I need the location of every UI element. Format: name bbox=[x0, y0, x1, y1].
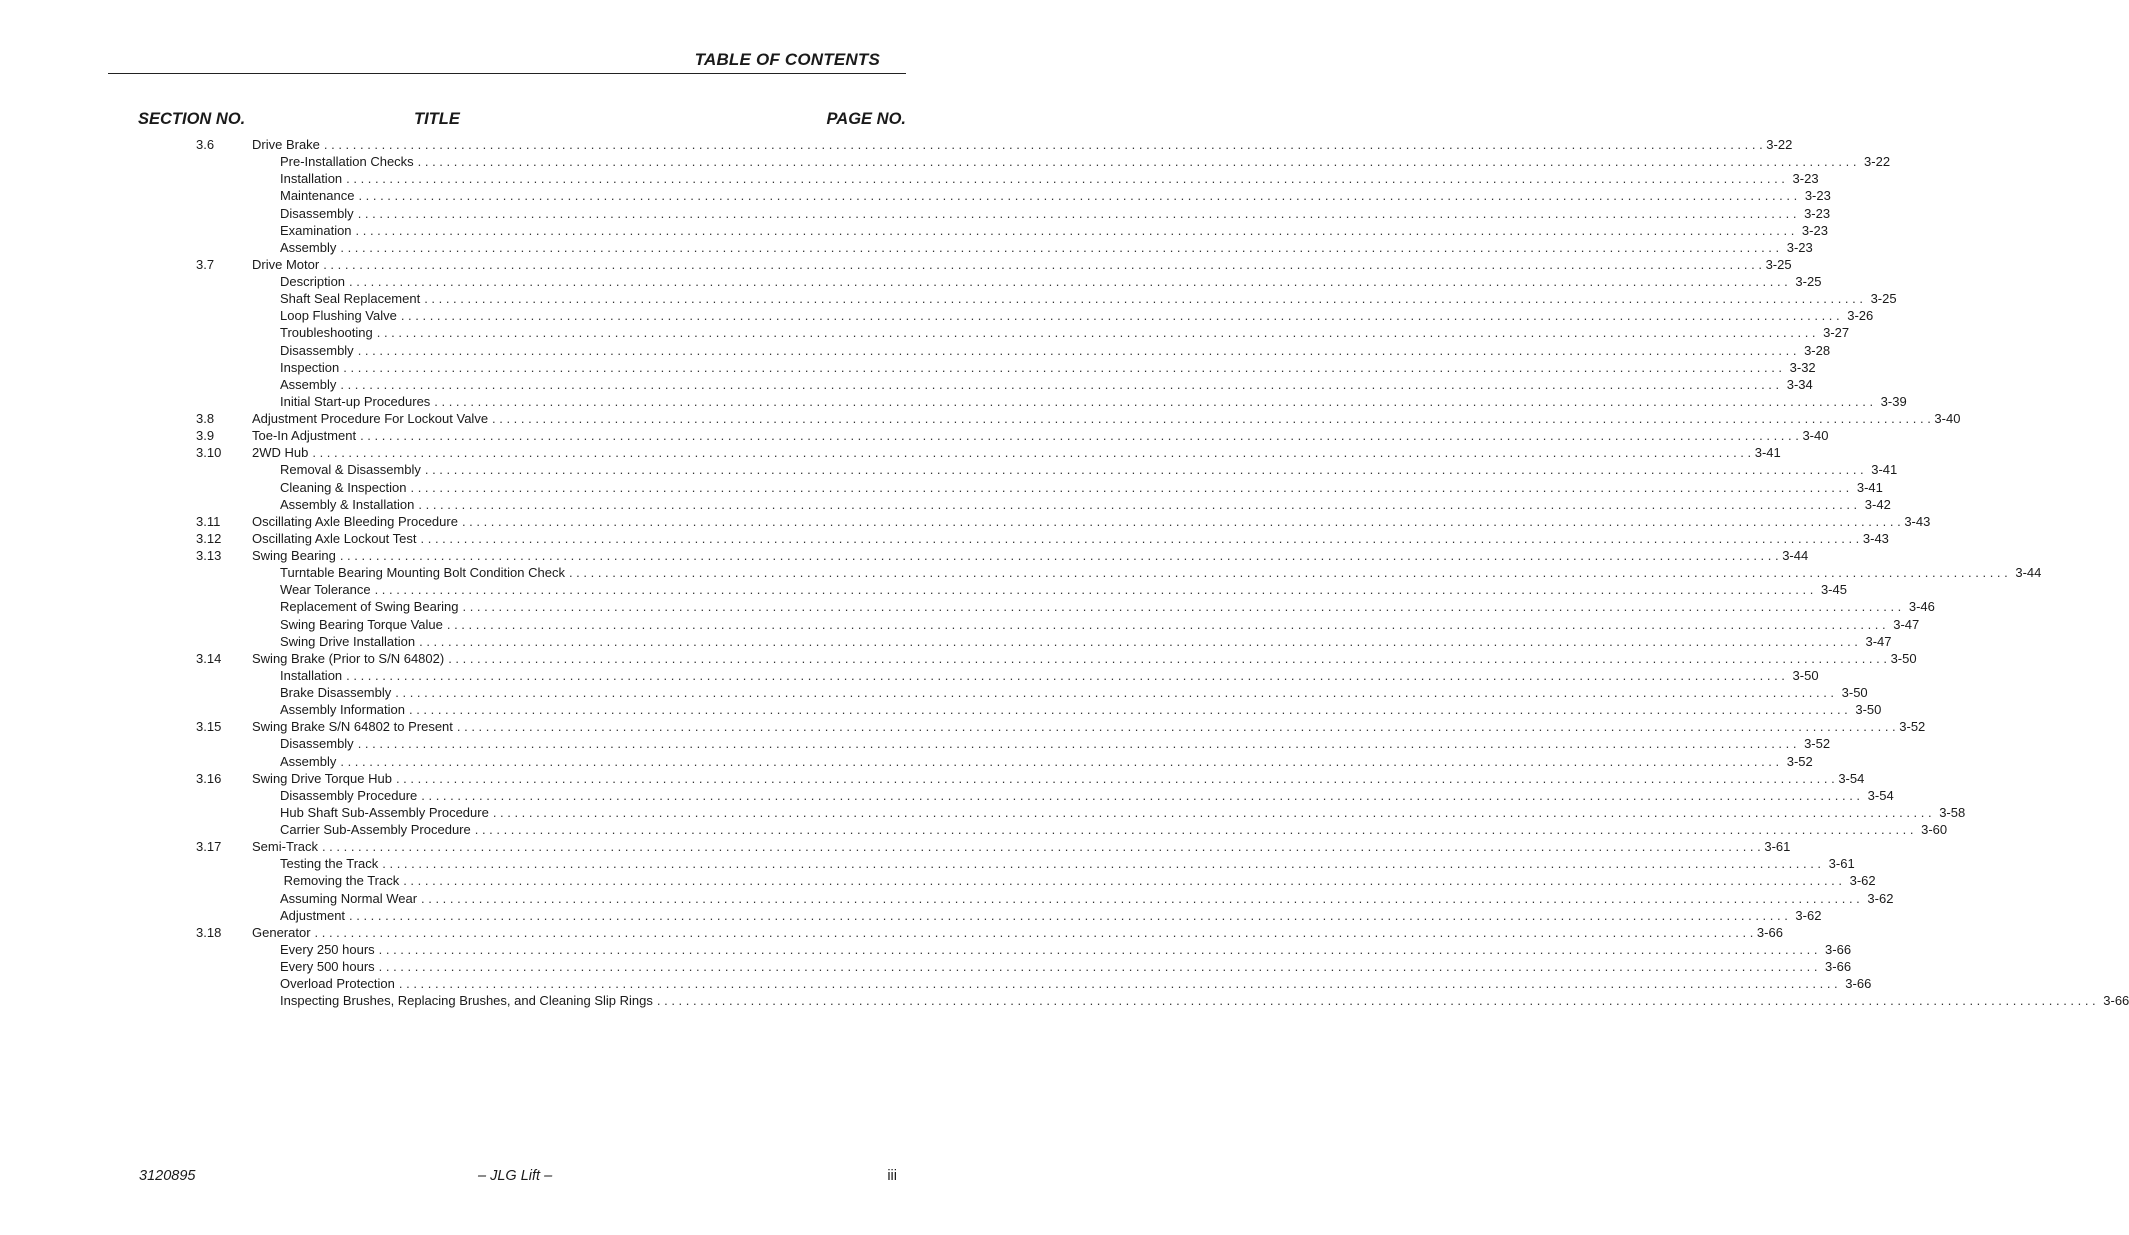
toc-entry-line bbox=[280, 975, 1872, 992]
toc-section-entry bbox=[196, 136, 1793, 153]
toc-section-entry bbox=[196, 427, 1829, 444]
toc-page-number: 3-58 bbox=[1939, 804, 1966, 820]
toc-subsection-entry bbox=[196, 804, 1966, 821]
toc-dot-leader: ........................................................................................................................................................................................................ bbox=[462, 599, 1905, 615]
toc-subsection-entry bbox=[196, 633, 1892, 650]
toc-entry-title: Swing Drive Installation bbox=[280, 633, 416, 649]
toc-list bbox=[196, 136, 2129, 1009]
toc-entry-line bbox=[280, 153, 1891, 170]
toc-entry-title: Wear Tolerance bbox=[280, 582, 371, 598]
toc-dot-leader: ........................................................................................................................................................................................................ bbox=[378, 941, 1822, 957]
toc-subsection-entry bbox=[196, 753, 1813, 770]
toc-entry-line bbox=[280, 187, 1831, 204]
toc-entry-line bbox=[252, 444, 1781, 461]
toc-entry-title: Adjustment bbox=[280, 907, 346, 923]
toc-dot-leader: ........................................................................................................................................................................................................ bbox=[409, 702, 1852, 718]
toc-entry-title: Disassembly bbox=[280, 205, 354, 221]
toc-dot-leader: ........................................................................................................................................................................................................ bbox=[568, 565, 2012, 581]
toc-dot-leader: ........................................................................................................................................................................................................ bbox=[357, 736, 1801, 752]
toc-dot-leader: ........................................................................................................................................................................................................ bbox=[446, 616, 1890, 632]
toc-dot-leader: ........................................................................................................................................................................................................ bbox=[434, 393, 1877, 409]
toc-page-number: 3-52 bbox=[1899, 719, 1926, 735]
toc-entry-line bbox=[280, 872, 1876, 889]
toc-entry-title: Testing the Track bbox=[280, 856, 379, 872]
toc-entry-title: Every 250 hours bbox=[280, 941, 375, 957]
toc-entry-title: Description bbox=[280, 274, 346, 289]
toc-subsection-entry bbox=[196, 581, 1847, 598]
toc-subsection-entry bbox=[196, 239, 1813, 256]
toc-dot-leader: ........................................................................................................................................................................................................ bbox=[418, 496, 1861, 512]
toc-entry-line bbox=[280, 581, 1847, 598]
toc-entry-line bbox=[280, 342, 1831, 359]
toc-subsection-entry bbox=[196, 273, 1822, 290]
toc-entry-line bbox=[280, 633, 1892, 650]
toc-entry-line bbox=[280, 701, 1882, 718]
toc-dot-leader: ........................................................................................................................................................................................................ bbox=[398, 976, 1842, 992]
toc-entry-title: Installation bbox=[280, 667, 343, 683]
toc-section-number: 3.15 bbox=[196, 719, 222, 735]
toc-dot-leader: ........................................................................................................................................................................................................ bbox=[419, 633, 1862, 649]
toc-entry-line bbox=[280, 941, 1852, 958]
toc-entry-title: Swing Brake S/N 64802 to Present bbox=[252, 719, 453, 735]
toc-dot-leader: ........................................................................................................................................................................................................ bbox=[400, 308, 1844, 324]
toc-entry-title: Replacement of Swing Bearing bbox=[280, 599, 459, 615]
toc-page-number: 3-66 bbox=[2103, 993, 2129, 1009]
toc-page-number: 3-34 bbox=[1786, 376, 1813, 392]
toc-dot-leader: ........................................................................................................................................................................................................ bbox=[382, 856, 1825, 872]
toc-subsection-entry bbox=[196, 598, 1935, 615]
toc-page-number: 3-61 bbox=[1764, 839, 1791, 855]
toc-page-number: 3-27 bbox=[1823, 325, 1850, 341]
toc-subsection-entry bbox=[196, 975, 1872, 992]
toc-page-number: 3-41 bbox=[1871, 462, 1898, 478]
toc-dot-leader: ........................................................................................................................................................................................................ bbox=[323, 137, 1767, 152]
toc-subsection-entry bbox=[196, 941, 1852, 958]
toc-entry-line bbox=[280, 307, 1874, 324]
toc-subsection-entry bbox=[196, 324, 1850, 341]
toc-page-number: 3-46 bbox=[1908, 599, 1935, 615]
toc-dot-leader: ........................................................................................................................................................................................................ bbox=[421, 890, 1864, 906]
toc-page-number: 3-62 bbox=[1867, 890, 1894, 906]
toc-page-number: 3-41 bbox=[1856, 479, 1883, 495]
toc-subsection-entry bbox=[196, 187, 1831, 204]
toc-entry-line bbox=[280, 753, 1813, 770]
toc-entry-line bbox=[252, 136, 1793, 153]
header-rule bbox=[108, 73, 906, 74]
toc-page-number: 3-22 bbox=[1864, 154, 1891, 170]
toc-dot-leader: ........................................................................................................................................................................................................ bbox=[343, 359, 1786, 375]
toc-page-number: 3-66 bbox=[1845, 976, 1872, 992]
toc-entry-title: Examination bbox=[280, 222, 352, 238]
toc-page-number: 3-62 bbox=[1795, 907, 1822, 923]
toc-subsection-entry bbox=[196, 564, 2042, 581]
toc-entry-title: Removal & Disassembly bbox=[280, 462, 421, 478]
toc-page-number: 3-44 bbox=[2015, 565, 2042, 581]
toc-entry-line bbox=[280, 821, 1948, 838]
toc-entry-line bbox=[280, 598, 1935, 615]
toc-entry-line bbox=[252, 530, 1889, 547]
toc-section-number: 3.6 bbox=[196, 137, 215, 152]
toc-subsection-entry bbox=[196, 787, 1894, 804]
toc-page-number: 3-52 bbox=[1786, 753, 1813, 769]
header-title: TABLE OF CONTENTS bbox=[694, 50, 880, 69]
toc-section-entry bbox=[196, 513, 1931, 530]
toc-subsection-entry bbox=[196, 701, 1882, 718]
toc-entry-title: Cleaning & Inspection bbox=[280, 479, 407, 495]
toc-subsection-entry bbox=[196, 479, 1883, 496]
toc-entry-title: Assembly bbox=[280, 753, 337, 769]
toc-dot-leader: ........................................................................................................................................................................................................ bbox=[355, 222, 1798, 238]
toc-entry-line bbox=[280, 324, 1850, 341]
toc-page-number: 3-39 bbox=[1880, 393, 1907, 409]
toc-entry-line bbox=[280, 684, 1868, 701]
toc-subsection-entry bbox=[196, 153, 1891, 170]
toc-entry-line bbox=[280, 393, 1907, 410]
toc-dot-leader: ........................................................................................................................................................................................................ bbox=[417, 154, 1861, 170]
toc-page-number: 3-22 bbox=[1766, 137, 1793, 152]
toc-entry-line bbox=[280, 290, 1897, 307]
column-header-title: TITLE bbox=[414, 110, 460, 128]
toc-dot-leader: ........................................................................................................................................................................................................ bbox=[340, 753, 1783, 769]
toc-dot-leader: ........................................................................................................................................................................................................ bbox=[456, 719, 1900, 735]
toc-dot-leader: ........................................................................................................................................................................................................ bbox=[374, 582, 1817, 598]
toc-entry-line bbox=[280, 855, 1855, 872]
toc-entry-title: Drive Brake bbox=[252, 137, 320, 152]
toc-entry-line bbox=[252, 427, 1829, 444]
toc-dot-leader: ........................................................................................................................................................................................................ bbox=[312, 445, 1755, 461]
toc-subsection-entry bbox=[196, 359, 1816, 376]
toc-section-entry bbox=[196, 770, 1865, 787]
toc-page-number: 3-54 bbox=[1867, 787, 1894, 803]
toc-subsection-entry bbox=[196, 735, 1831, 752]
toc-page-number: 3-23 bbox=[1792, 171, 1819, 187]
toc-entry-line bbox=[252, 838, 1791, 855]
toc-subsection-entry bbox=[196, 461, 1898, 478]
toc-page-number: 3-50 bbox=[1855, 702, 1882, 718]
toc-page-number: 3-28 bbox=[1804, 342, 1831, 358]
toc-dot-leader: ........................................................................................................................................................................................................ bbox=[403, 873, 1846, 889]
toc-page-number: 3-47 bbox=[1865, 633, 1892, 649]
toc-subsection-entry bbox=[196, 205, 1831, 222]
footer-doc-number: 3120895 bbox=[139, 1168, 196, 1184]
toc-entry-title: Assembly bbox=[280, 376, 337, 392]
toc-entry-title: Oscillating Axle Lockout Test bbox=[252, 530, 417, 546]
toc-page-number: 3-25 bbox=[1765, 256, 1792, 272]
toc-dot-leader: ........................................................................................................................................................................................................ bbox=[461, 513, 1905, 529]
toc-entry-title: Oscillating Axle Bleeding Procedure bbox=[252, 513, 458, 529]
toc-dot-leader: ........................................................................................................................................................................................................ bbox=[424, 462, 1868, 478]
toc-page-number: 3-52 bbox=[1804, 736, 1831, 752]
toc-subsection-entry bbox=[196, 855, 1855, 872]
toc-section-number: 3.11 bbox=[196, 513, 221, 529]
toc-entry-line bbox=[280, 496, 1891, 513]
toc-page-number: 3-43 bbox=[1862, 530, 1889, 546]
toc-dot-leader: ........................................................................................................................................................................................................ bbox=[340, 239, 1783, 255]
toc-page-number: 3-43 bbox=[1904, 513, 1931, 529]
toc-dot-leader: ........................................................................................................................................................................................................ bbox=[656, 993, 2100, 1009]
toc-entry-title: Adjustment Procedure For Lockout Valve bbox=[252, 411, 489, 426]
toc-page-number: 3-50 bbox=[1841, 685, 1868, 700]
toc-dot-leader: ........................................................................................................................................................................................................ bbox=[424, 291, 1867, 307]
toc-entry-title: Loop Flushing Valve bbox=[280, 308, 397, 324]
toc-dot-leader: ........................................................................................................................................................................................................ bbox=[357, 342, 1801, 358]
toc-entry-line bbox=[280, 907, 1822, 924]
toc-entry-title: Swing Brake (Prior to S/N 64802) bbox=[252, 650, 445, 666]
toc-section-number: 3.7 bbox=[196, 256, 215, 272]
toc-dot-leader: ........................................................................................................................................................................................................ bbox=[360, 428, 1803, 444]
toc-subsection-entry bbox=[196, 290, 1897, 307]
toc-entry-title: Assembly bbox=[280, 239, 337, 255]
toc-subsection-entry bbox=[196, 376, 1813, 393]
toc-section-entry bbox=[196, 838, 1791, 855]
toc-entry-line bbox=[280, 890, 1894, 907]
toc-entry-title: Pre-Installation Checks bbox=[280, 154, 414, 170]
toc-entry-line bbox=[252, 650, 1917, 667]
toc-entry-line bbox=[280, 958, 1852, 975]
toc-entry-line bbox=[280, 564, 2042, 581]
footer-page-number: iii bbox=[887, 1168, 897, 1184]
toc-entry-line bbox=[252, 410, 1961, 427]
toc-entry-line bbox=[280, 273, 1822, 290]
toc-section-entry bbox=[196, 718, 1926, 735]
toc-entry-title: Assembly & Installation bbox=[280, 496, 415, 512]
toc-page-number: 3-62 bbox=[1849, 873, 1876, 889]
toc-page-number: 3-23 bbox=[1804, 188, 1831, 204]
toc-entry-line bbox=[280, 376, 1813, 393]
toc-page-number: 3-50 bbox=[1890, 650, 1917, 666]
toc-subsection-entry bbox=[196, 821, 1948, 838]
toc-subsection-entry bbox=[196, 393, 1907, 410]
toc-section-number: 3.9 bbox=[196, 428, 215, 444]
toc-dot-leader: ........................................................................................................................................................................................................ bbox=[346, 171, 1789, 187]
toc-entry-line bbox=[252, 547, 1809, 564]
toc-entry-title: Initial Start-up Procedures bbox=[280, 393, 431, 409]
toc-page-number: 3-45 bbox=[1820, 582, 1847, 598]
toc-entry-line bbox=[280, 787, 1894, 804]
toc-entry-title: Assuming Normal Wear bbox=[280, 890, 418, 906]
toc-entry-title: Inspecting Brushes, Replacing Brushes, and Cleaning Slip Rings bbox=[280, 993, 653, 1009]
toc-page-number: 3-41 bbox=[1754, 445, 1781, 461]
toc-entry-line bbox=[280, 616, 1920, 633]
toc-page-number: 3-61 bbox=[1828, 856, 1855, 872]
toc-dot-leader: ........................................................................................................................................................................................................ bbox=[340, 376, 1783, 392]
toc-entry-line bbox=[280, 222, 1828, 239]
toc-dot-leader: ........................................................................................................................................................................................................ bbox=[420, 530, 1863, 546]
toc-subsection-entry bbox=[196, 342, 1831, 359]
toc-subsection-entry bbox=[196, 958, 1852, 975]
toc-dot-leader: ........................................................................................................................................................................................................ bbox=[357, 205, 1801, 221]
toc-page-number: 3-66 bbox=[1825, 941, 1852, 957]
footer-publisher: – JLG Lift – bbox=[478, 1168, 553, 1184]
column-header-page: PAGE NO. bbox=[826, 110, 906, 128]
toc-entry-line bbox=[252, 256, 1792, 273]
toc-page-number: 3-44 bbox=[1782, 548, 1809, 563]
toc-page-number: 3-25 bbox=[1795, 274, 1822, 289]
toc-dot-leader: ........................................................................................................................................................................................................ bbox=[474, 822, 1918, 837]
toc-section-number: 3.17 bbox=[196, 839, 222, 855]
toc-entry-title: Assembly Information bbox=[280, 702, 405, 718]
toc-page-number: 3-23 bbox=[1804, 205, 1831, 221]
column-header-section: SECTION NO. bbox=[138, 110, 246, 128]
toc-subsection-entry bbox=[196, 992, 2129, 1009]
toc-dot-leader: ........................................................................................................................................................................................................ bbox=[378, 959, 1822, 974]
toc-entry-line bbox=[280, 735, 1831, 752]
toc-subsection-entry bbox=[196, 890, 1894, 907]
toc-dot-leader: ........................................................................................................................................................................................................ bbox=[448, 650, 1891, 666]
toc-section-number: 3.14 bbox=[196, 650, 222, 666]
toc-dot-leader: ........................................................................................................................................................................................................ bbox=[492, 804, 1936, 820]
toc-dot-leader: ........................................................................................................................................................................................................ bbox=[410, 479, 1853, 495]
toc-section-entry bbox=[196, 924, 1783, 941]
toc-entry-line bbox=[280, 170, 1819, 187]
toc-entry-title: Semi-Track bbox=[252, 839, 318, 855]
toc-entry-title: Installation bbox=[280, 171, 343, 187]
toc-entry-title: Drive Motor bbox=[252, 256, 320, 272]
toc-page-number: 3-47 bbox=[1893, 616, 1920, 632]
toc-entry-line bbox=[280, 359, 1816, 376]
toc-section-number: 3.12 bbox=[196, 530, 222, 546]
toc-subsection-entry bbox=[196, 684, 1868, 701]
toc-section-number: 3.16 bbox=[196, 770, 222, 786]
toc-entry-title: Brake Disassembly bbox=[280, 685, 392, 700]
toc-section-number: 3.8 bbox=[196, 411, 215, 426]
toc-entry-title: Swing Drive Torque Hub bbox=[252, 770, 392, 786]
toc-dot-leader: ........................................................................................................................................................................................................ bbox=[376, 325, 1820, 341]
toc-dot-leader: ........................................................................................................................................................................................................ bbox=[323, 256, 1766, 272]
toc-page-number: 3-60 bbox=[1921, 822, 1948, 837]
toc-entry-title: 2WD Hub bbox=[252, 445, 309, 461]
toc-section-entry bbox=[196, 444, 1781, 461]
toc-entry-title: Every 500 hours bbox=[280, 959, 375, 974]
toc-entry-line bbox=[280, 205, 1831, 222]
toc-page-number: 3-66 bbox=[1756, 924, 1783, 940]
toc-section-entry bbox=[196, 256, 1792, 273]
toc-subsection-entry bbox=[196, 616, 1920, 633]
toc-subsection-entry bbox=[196, 667, 1819, 684]
toc-dot-leader: ........................................................................................................................................................................................................ bbox=[395, 685, 1838, 700]
toc-section-entry bbox=[196, 547, 1809, 564]
toc-entry-title: Swing Bearing Torque Value bbox=[280, 616, 443, 632]
toc-section-entry bbox=[196, 410, 1961, 427]
toc-entry-line bbox=[252, 513, 1931, 530]
toc-section-number: 3.13 bbox=[196, 548, 222, 563]
toc-page-number: 3-23 bbox=[1801, 222, 1828, 238]
toc-dot-leader: ........................................................................................................................................................................................................ bbox=[492, 411, 1935, 426]
toc-entry-title: Toe-In Adjustment bbox=[252, 428, 357, 444]
toc-subsection-entry bbox=[196, 496, 1891, 513]
toc-dot-leader: ........................................................................................................................................................................................................ bbox=[358, 188, 1801, 204]
toc-entry-title: Shaft Seal Replacement bbox=[280, 291, 421, 307]
toc-entry-title: Hub Shaft Sub-Assembly Procedure bbox=[280, 804, 489, 820]
toc-page-number: 3-25 bbox=[1870, 291, 1897, 307]
toc-dot-leader: ........................................................................................................................................................................................................ bbox=[346, 667, 1789, 683]
toc-subsection-entry bbox=[196, 170, 1819, 187]
toc-page-number: 3-40 bbox=[1802, 428, 1829, 444]
toc-entry-line bbox=[280, 804, 1966, 821]
toc-section-number: 3.18 bbox=[196, 924, 222, 940]
toc-entry-title: Carrier Sub-Assembly Procedure bbox=[280, 822, 471, 837]
toc-entry-title: Maintenance bbox=[280, 188, 355, 204]
toc-subsection-entry bbox=[196, 907, 1822, 924]
toc-entry-line bbox=[252, 770, 1865, 787]
toc-dot-leader: ........................................................................................................................................................................................................ bbox=[421, 787, 1864, 803]
toc-page-number: 3-66 bbox=[1825, 959, 1852, 974]
toc-subsection-entry bbox=[196, 872, 1876, 889]
toc-page-number: 3-40 bbox=[1934, 411, 1961, 426]
toc-section-number: 3.10 bbox=[196, 445, 222, 461]
toc-page-number: 3-32 bbox=[1789, 359, 1816, 375]
toc-entry-title: Troubleshooting bbox=[280, 325, 373, 341]
toc-dot-leader: ........................................................................................................................................................................................................ bbox=[314, 924, 1757, 940]
toc-entry-line bbox=[280, 992, 2129, 1009]
toc-dot-leader: ........................................................................................................................................................................................................ bbox=[395, 770, 1839, 786]
toc-entry-line bbox=[280, 667, 1819, 684]
toc-section-entry bbox=[196, 530, 1889, 547]
toc-entry-line bbox=[252, 924, 1783, 941]
toc-dot-leader: ........................................................................................................................................................................................................ bbox=[349, 907, 1792, 923]
toc-entry-title: Turntable Bearing Mounting Bolt Condition Check bbox=[280, 565, 565, 581]
toc-entry-title: Inspection bbox=[280, 359, 340, 375]
toc-entry-line bbox=[280, 479, 1883, 496]
toc-dot-leader: ........................................................................................................................................................................................................ bbox=[349, 274, 1792, 289]
toc-entry-title: Disassembly Procedure bbox=[280, 787, 418, 803]
toc-entry-title: Overload Protection bbox=[280, 976, 395, 992]
toc-page-number: 3-54 bbox=[1838, 770, 1865, 786]
toc-dot-leader: ........................................................................................................................................................................................................ bbox=[321, 839, 1765, 855]
toc-entry-line bbox=[280, 461, 1898, 478]
toc-entry-line bbox=[252, 718, 1926, 735]
toc-page-number: 3-23 bbox=[1786, 239, 1813, 255]
toc-entry-title: Disassembly bbox=[280, 342, 354, 358]
toc-entry-title: Generator bbox=[252, 924, 311, 940]
toc-dot-leader: ........................................................................................................................................................................................................ bbox=[339, 548, 1783, 563]
toc-entry-line bbox=[280, 239, 1813, 256]
toc-entry-title: Disassembly bbox=[280, 736, 354, 752]
toc-subsection-entry bbox=[196, 307, 1874, 324]
toc-entry-title: Swing Bearing bbox=[252, 548, 336, 563]
toc-section-entry bbox=[196, 650, 1917, 667]
toc-page-number: 3-50 bbox=[1792, 667, 1819, 683]
toc-page-number: 3-26 bbox=[1847, 308, 1874, 324]
toc-page-number: 3-42 bbox=[1864, 496, 1891, 512]
toc-subsection-entry bbox=[196, 222, 1828, 239]
toc-entry-title: Removing the Track bbox=[280, 873, 400, 889]
